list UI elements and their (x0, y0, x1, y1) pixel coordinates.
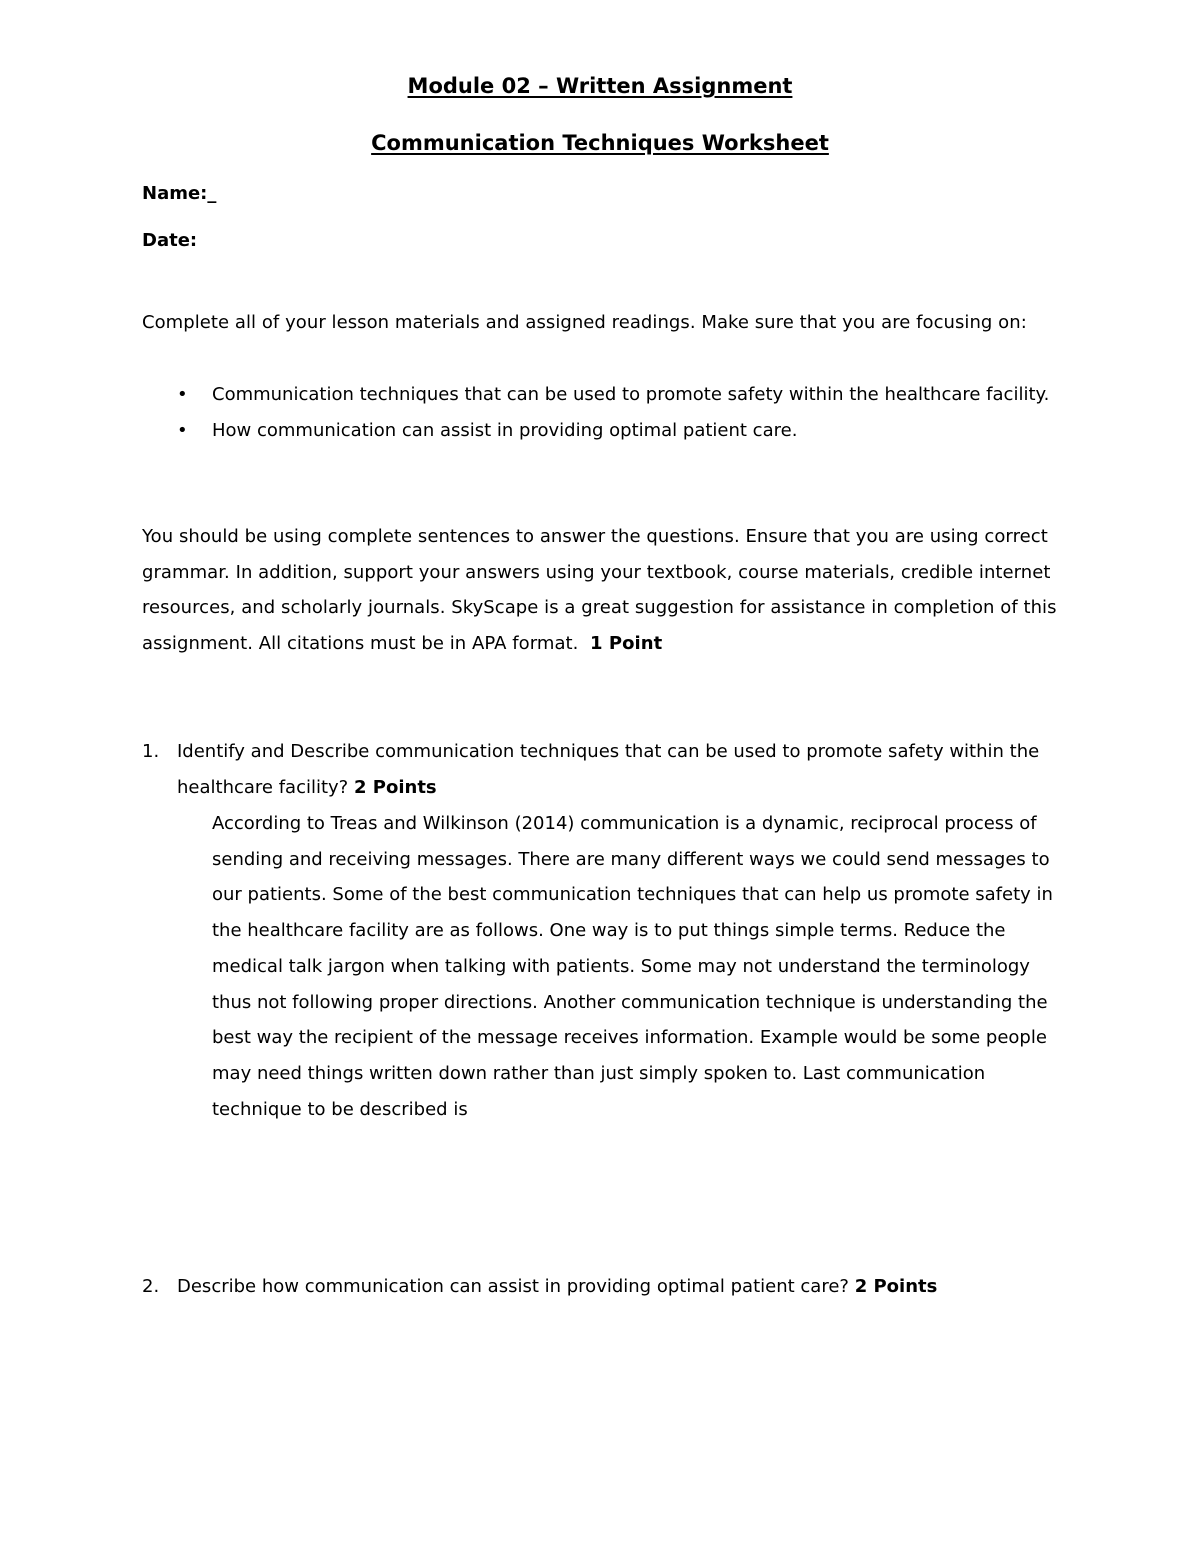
bullet-icon: • (177, 384, 188, 405)
list-item-text: Communication techniques that can be used to promote safety within the healthcare facility. (212, 384, 1050, 405)
date-field-label: Date: (142, 230, 198, 251)
intro-paragraph: Complete all of your lesson materials and assigned readings. Make sure that you are focusing on: (142, 312, 1027, 333)
document-title: Module 02 – Written Assignment (407, 74, 793, 98)
instructions-points: 1 Point (589, 633, 663, 655)
question-points: 2 Points (353, 776, 437, 798)
question-number: 2. (142, 1276, 160, 1297)
list-item (142, 413, 1072, 449)
question-points: 2 Points (854, 1276, 938, 1297)
name-field-label: Name:_ (142, 183, 217, 204)
question-text (177, 734, 1072, 805)
question-prompt: Describe how communication can assist in providing optimal patient care? (177, 1276, 849, 1297)
document-subtitle: Communication Techniques Worksheet (371, 131, 829, 155)
question-prompt: Identify and Describe communication techniques that can be used to promote safety within the healthcare facility? (177, 741, 1040, 798)
question-text (177, 1269, 1072, 1305)
instructions-text: You should be using complete sentences to answer the questions. Ensure that you are using correct grammar. In addition, support your answers using your textbook, course materials, credible internet resources, and scholarly journals. SkyScape is a great suggestion for assistance in completion of this assignment. All citations must be in APA format. (142, 526, 1057, 655)
question-2 (142, 1269, 1072, 1305)
question-1-answer: According to Treas and Wilkinson (2014) communication is a dynamic, reciprocal process of sending and receiving messages. There are many different ways we could send messages to our patients. Some of the best communication techniques that can help us promote safety in the healthcare facility are as follows. One way is to put things simple terms. Reduce the medical talk jargon when talking with patients. Some may not understand the terminology thus not following proper directions. Another communication technique is understanding the best way the recipient of the message receives information. Example would be some people may need things written down rather than just simply spoken to. Last communication technique to be described is (212, 813, 1053, 1120)
question-number: 1. (142, 741, 160, 762)
focus-list (142, 377, 1072, 448)
instructions-paragraph (142, 519, 1072, 662)
list-item (142, 377, 1072, 413)
question-1 (142, 734, 1072, 805)
list-item-text: How communication can assist in providing optimal patient care. (212, 419, 798, 441)
bullet-icon: • (177, 419, 188, 441)
